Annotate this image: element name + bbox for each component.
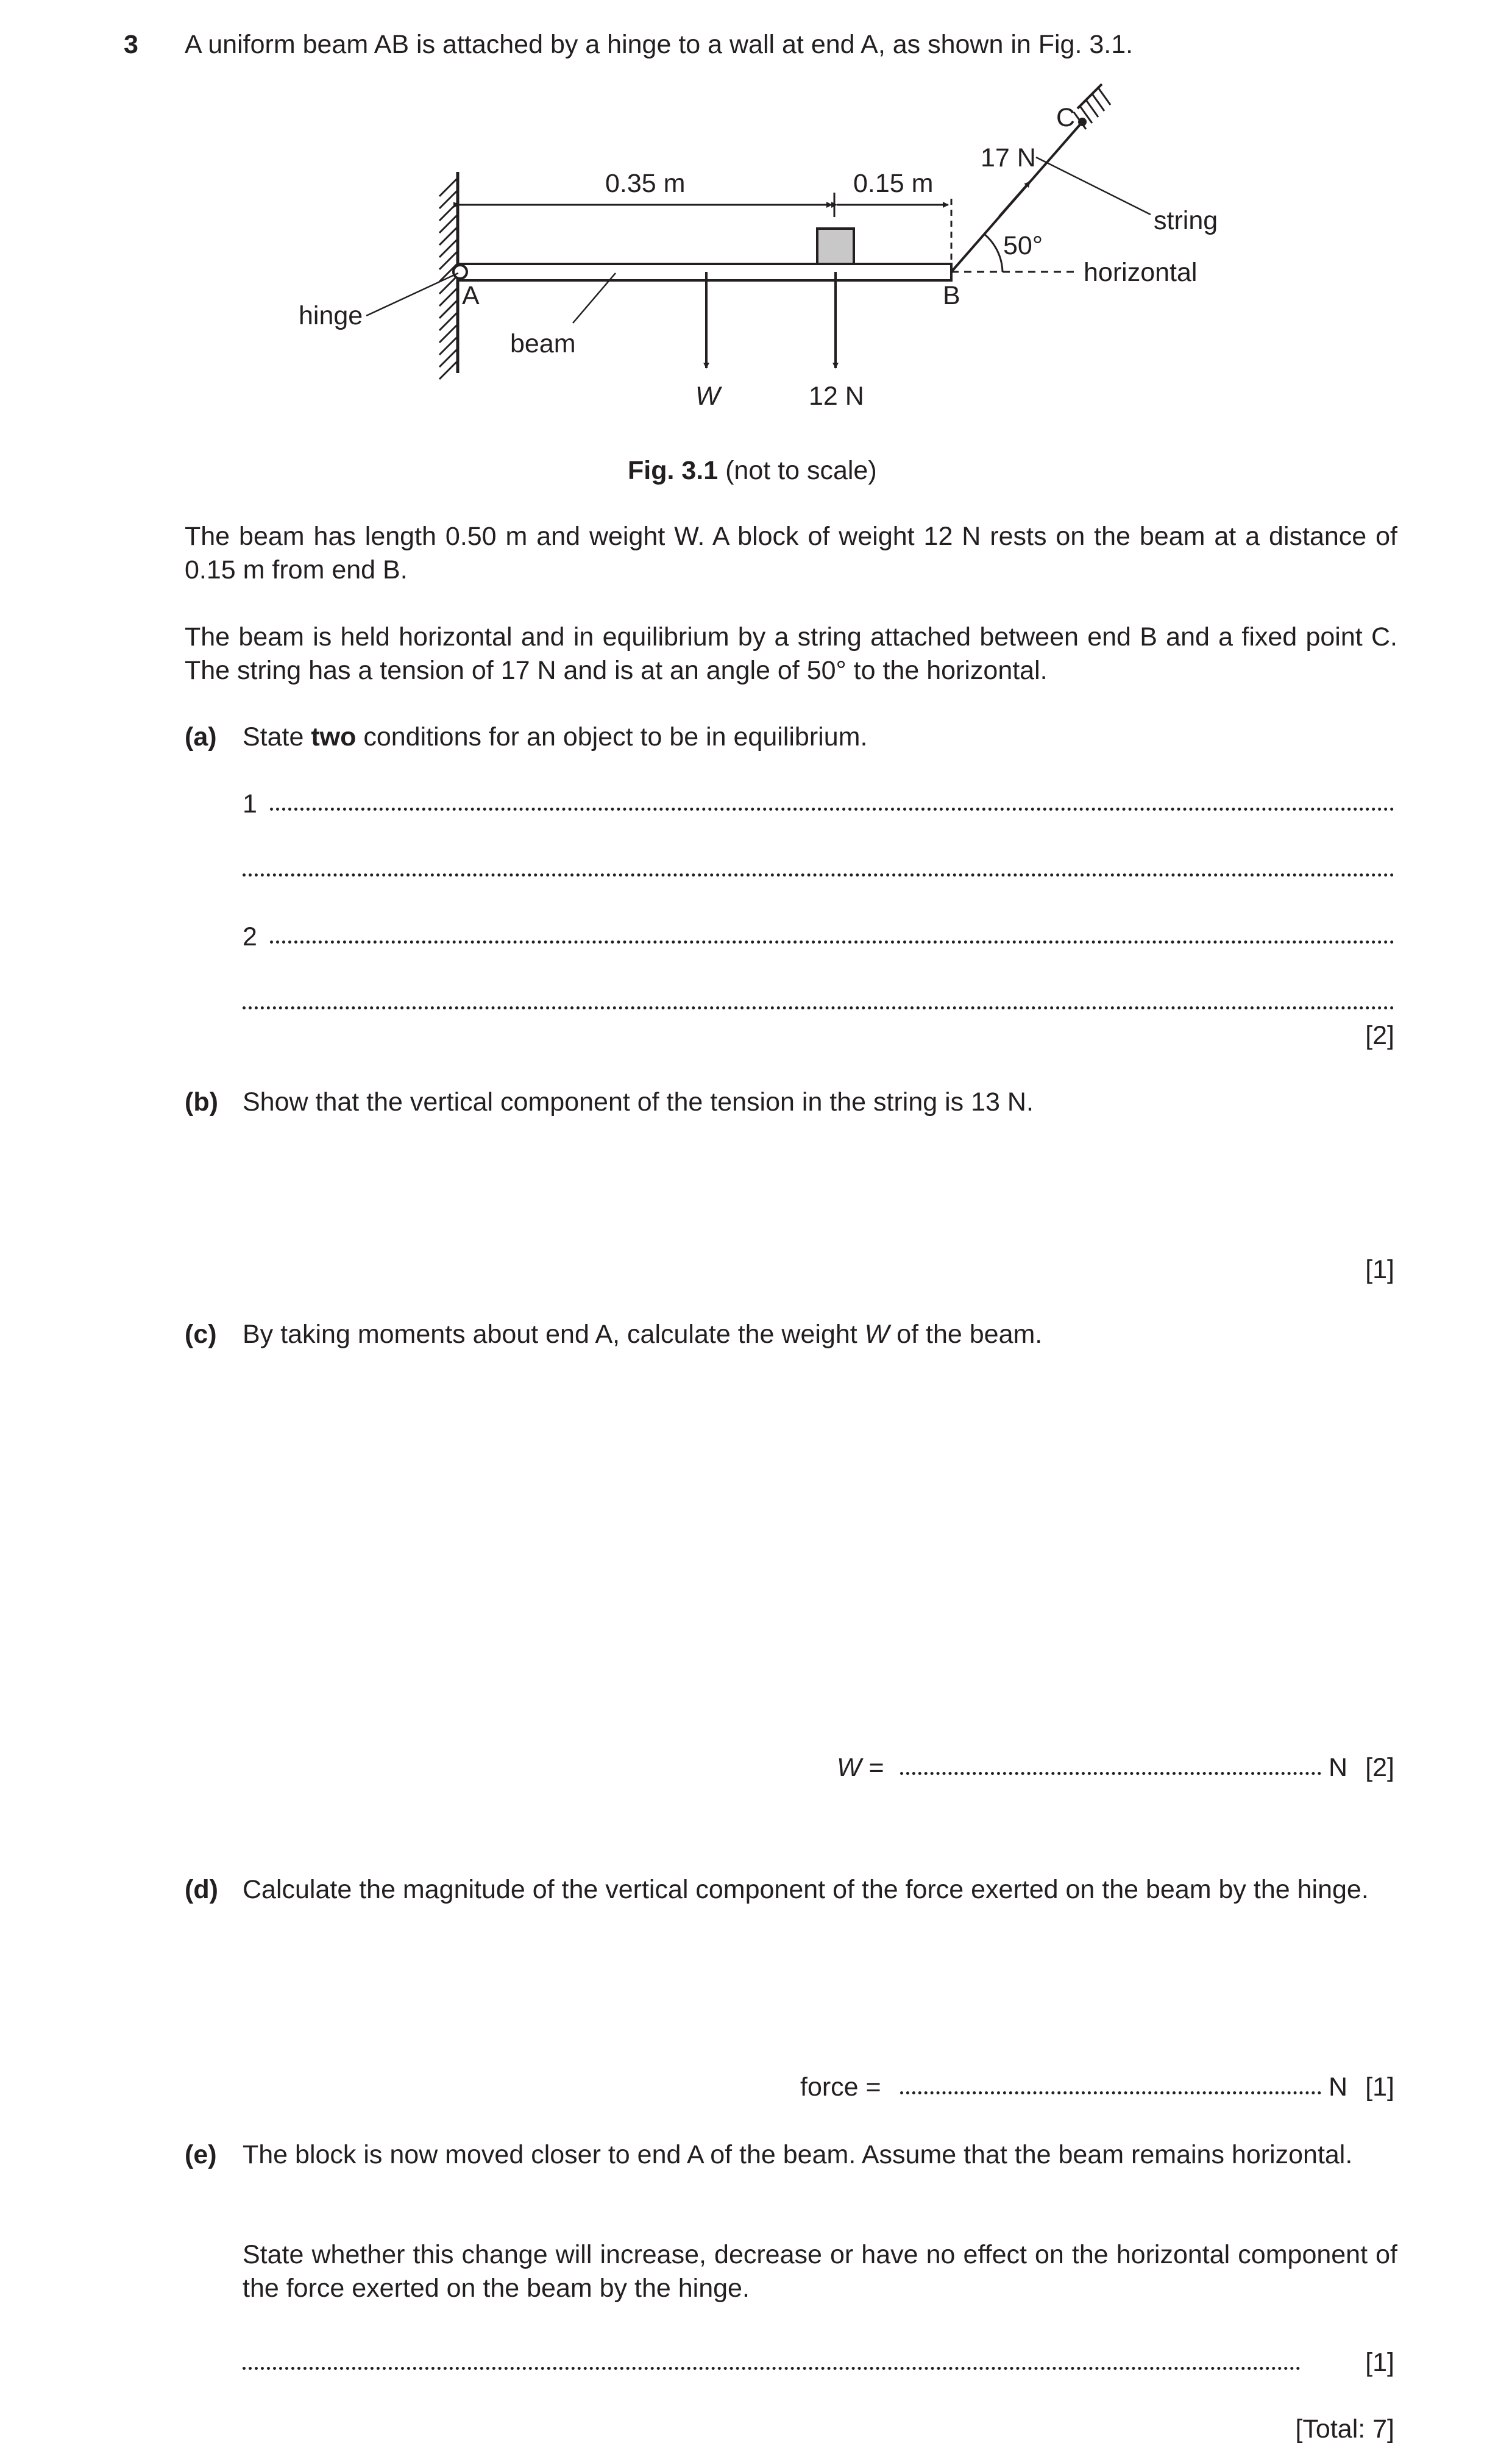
question-intro: A uniform beam AB is attached by a hinge to a wall at end A, as shown in Fig. 3.1. xyxy=(185,30,1134,59)
block xyxy=(817,229,854,264)
part-b-marks: [1] xyxy=(1365,1255,1394,1284)
point-a-label: A xyxy=(462,281,480,310)
point-c-label: C xyxy=(1056,103,1076,132)
string-pointer xyxy=(1036,157,1151,215)
paragraph-string-description: The beam is held horizontal and in equilibrium by a string attached between end B and a fixed point C. The string has a tension of 17 N and is at an angle of 50° to the horizontal. xyxy=(185,622,1397,685)
beam-label: beam xyxy=(510,329,576,358)
part-c-answer-var: W xyxy=(837,1753,862,1782)
part-c-marks: [2] xyxy=(1365,1753,1394,1782)
beam xyxy=(458,264,951,280)
part-a-text-end: conditions for an object to be in equilibrium. xyxy=(356,722,868,752)
part-a-answer-line-1b[interactable] xyxy=(243,873,1394,877)
total-marks: [Total: 7] xyxy=(1295,2414,1394,2444)
string-label: string xyxy=(1154,206,1218,235)
angle-label: 50° xyxy=(1003,231,1043,260)
angle-arc xyxy=(984,234,1003,272)
part-a-text-start: State xyxy=(243,722,311,752)
part-c-answer-label xyxy=(837,1751,884,1784)
question-number: 3 xyxy=(124,30,138,59)
part-e-text-2: State whether this change will increase, decrease or have no effect on the horizontal component of the force exerted on the beam by the hinge. xyxy=(243,2240,1397,2303)
figure-caption-title: Fig. 3.1 xyxy=(628,456,719,485)
part-c-text-var: W xyxy=(864,1320,890,1349)
part-d-marks: [1] xyxy=(1365,2072,1394,2102)
dimension-015-label: 0.15 m xyxy=(853,169,934,198)
part-a-line-2-number: 2 xyxy=(243,922,257,951)
part-d-answer-field[interactable] xyxy=(900,2091,1321,2094)
part-c-question xyxy=(243,1318,1042,1351)
part-a-answer-line-2[interactable] xyxy=(270,941,1394,944)
figure-caption xyxy=(628,454,877,487)
part-e-answer-line[interactable] xyxy=(243,2367,1301,2370)
part-c-unit: N xyxy=(1329,1753,1348,1782)
force-17n-label: 17 N xyxy=(981,143,1036,172)
part-e-label: (e) xyxy=(185,2140,217,2169)
paragraph-beam-description: The beam has length 0.50 m and weight W. A block of weight 12 N rests on the beam at a distance of 0.15 m from end B. xyxy=(185,522,1397,585)
point-b-label: B xyxy=(943,281,960,310)
tension-arrow xyxy=(999,182,1030,216)
part-a-question xyxy=(243,720,867,753)
part-d-question: Calculate the magnitude of the vertical component of the force exerted on the beam by the hinge. xyxy=(243,1875,1369,1904)
part-d-label: (d) xyxy=(185,1875,218,1904)
part-e-marks: [1] xyxy=(1365,2348,1394,2377)
part-a-answer-line-2b[interactable] xyxy=(243,1006,1394,1009)
part-c-text-end: of the beam. xyxy=(889,1320,1043,1349)
dimension-035-label: 0.35 m xyxy=(605,169,686,198)
hinge-label: hinge xyxy=(299,301,363,330)
point-c xyxy=(1078,118,1087,126)
hinge-pin xyxy=(453,265,467,279)
part-a-text-bold: two xyxy=(311,722,357,752)
dimension-lines xyxy=(459,193,951,264)
part-c-label: (c) xyxy=(185,1320,217,1349)
part-b-question: Show that the vertical component of the tension in the string is 13 N. xyxy=(243,1087,1034,1117)
weight-12n-label: 12 N xyxy=(809,382,864,411)
part-d-unit: N xyxy=(1329,2072,1348,2102)
part-a-answer-line-1[interactable] xyxy=(270,808,1394,811)
weight-w-label: W xyxy=(695,382,720,411)
part-e-text-1: The block is now moved closer to end A of the beam. Assume that the beam remains horizontal. xyxy=(243,2140,1353,2169)
part-c-answer-field[interactable] xyxy=(900,1772,1321,1775)
part-a-line-1-number: 1 xyxy=(243,789,257,819)
figure-caption-note: (not to scale) xyxy=(718,456,877,485)
part-d-answer-label: force = xyxy=(800,2072,881,2102)
part-b-label: (b) xyxy=(185,1087,218,1117)
horizontal-label: horizontal xyxy=(1084,258,1198,287)
part-c-answer-eq: = xyxy=(861,1753,884,1782)
part-a-marks: [2] xyxy=(1365,1021,1394,1050)
hinge-pointer xyxy=(366,273,458,316)
figure-3-1-diagram xyxy=(0,0,1512,427)
part-a-label: (a) xyxy=(185,722,217,752)
part-c-text-start: By taking moments about end A, calculate the weight xyxy=(243,1320,865,1349)
